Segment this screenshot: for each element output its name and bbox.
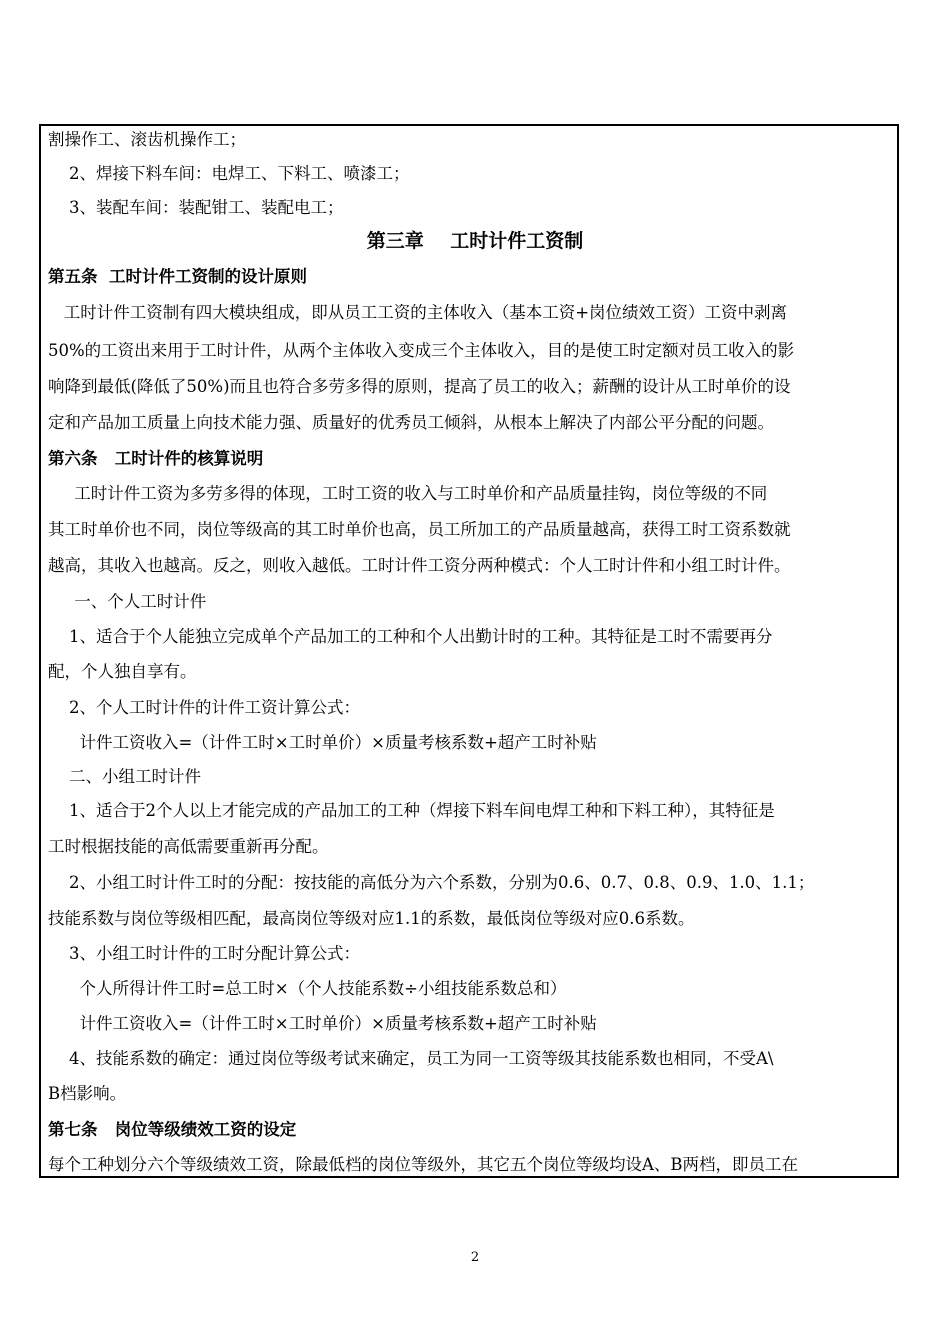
text-line: 响降到最低(降低了50%)而且也符合多劳多得的原则，提高了员工的收入；薪酬的设计从工时单价的设 [48, 377, 791, 396]
text-line: 工时根据技能的高低需要重新再分配。 [48, 837, 329, 856]
text-line: 割操作工、滚齿机操作工； [48, 130, 246, 149]
text-line: 定和产品加工质量上向技术能力强、质量好的优秀员工倾斜，从根本上解决了内部公平分配的问题。 [48, 413, 774, 432]
text-line: 1、适合于2个人以上才能完成的产品加工的工种（焊接下料车间电焊工种和下料工种），其特征是 [48, 801, 775, 820]
article-heading: 第七条 岗位等级绩效工资的设定 [48, 1120, 297, 1139]
text-line: 工时计件工资为多劳多得的体现，工时工资的收入与工时单价和产品质量挂钩，岗位等级的不同 [48, 484, 768, 503]
text-line: B档影响。 [48, 1084, 127, 1103]
text-line: 技能系数与岗位等级相匹配，最高岗位等级对应1.1的系数，最低岗位等级对应0.6系数。 [48, 909, 695, 928]
text-line: 越高，其收入也越高。反之，则收入越低。工时计件工资分两种模式：个人工时计件和小组工时计件。 [48, 556, 791, 575]
section-heading: 一、个人工时计件 [48, 592, 207, 611]
text-line: 配，个人独自享有。 [48, 662, 197, 681]
text-line: 2、个人工时计件的计件工资计算公式： [48, 698, 360, 717]
formula-line: 计件工资收入=（计件工时×工时单价）×质量考核系数+超产工时补贴 [48, 1014, 597, 1033]
text-line: 每个工种划分六个等级绩效工资，除最低档的岗位等级外，其它五个岗位等级均设A、B两档，即员工在 [48, 1155, 799, 1174]
text-line: 2、小组工时计件工时的分配：按技能的高低分为六个系数，分别为0.6、0.7、0.8、0.9、1.0、1.1； [48, 873, 815, 892]
text-line: 工时计件工资制有四大模块组成，即从员工工资的主体收入（基本工资+岗位绩效工资）工资中剥离 [48, 303, 788, 322]
text-line: 4、技能系数的确定：通过岗位等级考试来确定，员工为同一工资等级其技能系数也相同，不受A\ [48, 1049, 774, 1068]
formula-line: 计件工资收入=（计件工时×工时单价）×质量考核系数+超产工时补贴 [48, 733, 597, 752]
text-line: 50%的工资出来用于工时计件，从两个主体收入变成三个主体收入，目的是使工时定额对员工收入的影 [48, 341, 795, 360]
text-line: 1、适合于个人能独立完成单个产品加工的工种和个人出勤计时的工种。其特征是工时不需要再分 [48, 627, 773, 646]
text-line: 3、装配车间：装配钳工、装配电工； [48, 198, 344, 217]
text-line: 2、焊接下料车间：电焊工、下料工、喷漆工； [48, 164, 410, 183]
chapter-title: 第三章 工时计件工资制 [366, 230, 584, 252]
text-line: 其工时单价也不同，岗位等级高的其工时单价也高，员工所加工的产品质量越高，获得工时工资系数就 [48, 520, 791, 539]
page-number: 2 [470, 1250, 480, 1265]
formula-line: 个人所得计件工时=总工时×（个人技能系数÷小组技能系数总和） [48, 979, 567, 998]
article-heading: 第五条 工时计件工资制的设计原则 [48, 267, 307, 286]
article-heading: 第六条 工时计件的核算说明 [48, 449, 264, 468]
text-line: 3、小组工时计件的工时分配计算公式： [48, 944, 360, 963]
section-heading: 二、小组工时计件 [48, 767, 201, 786]
